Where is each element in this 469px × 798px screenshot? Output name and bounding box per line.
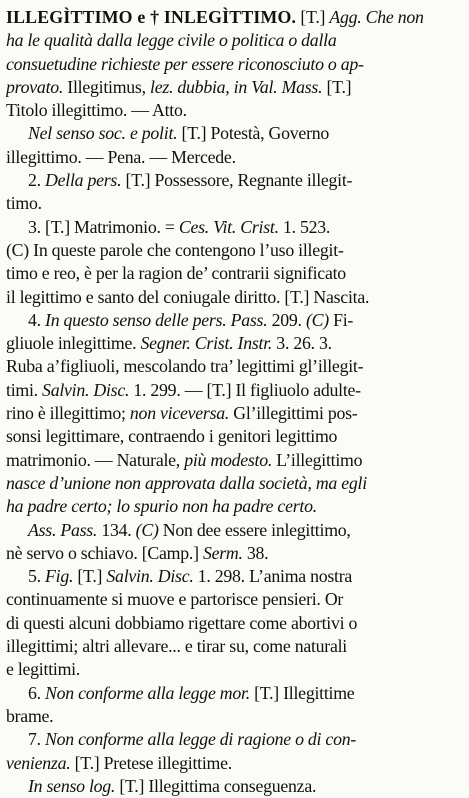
italic-text: più modesto.: [184, 449, 273, 470]
entry-line: [6, 76, 463, 99]
roman-text: Gl’illegittimi pos-: [229, 403, 358, 424]
entry-line: [6, 355, 463, 378]
roman-text: [T.]: [73, 566, 107, 587]
italic-text: In questo senso delle pers. Pass.: [45, 309, 268, 330]
italic-text: ha le qualità dalla legge civile o politica o dalla: [6, 30, 337, 51]
entry-line: [6, 612, 463, 635]
roman-text: 3. [T.] Matrimonio. =: [28, 216, 179, 237]
roman-text: (C) In queste parole che contengono l’uso illegit-: [6, 239, 344, 260]
entry-line: [6, 332, 463, 355]
entry-line: [6, 588, 463, 611]
roman-text: illegittimi; altri allevare... e tirar su, come naturali: [6, 636, 347, 657]
italic-text: Serm.: [202, 542, 243, 563]
italic-text: Ces. Vit. Crist.: [178, 216, 279, 237]
entry-line: [6, 6, 463, 29]
entry-line: [6, 682, 463, 705]
italic-text: (C): [305, 309, 329, 330]
italic-text: Segner. Crist. Instr.: [140, 333, 273, 354]
italic-text: venienza.: [6, 752, 71, 773]
entry-line: [6, 449, 463, 472]
entry-line: [6, 122, 463, 145]
italic-text: ha padre certo; lo spurio non ha padre certo.: [6, 496, 317, 517]
roman-text: il legittimo e santo del coniugale diritto. [T.] Nascita.: [6, 286, 370, 307]
italic-text: lez. dubbia, in Val. Mass.: [150, 76, 323, 97]
roman-text: continuamente si muove e partorisce pensieri. Or: [6, 589, 344, 610]
roman-text: [T.]: [296, 7, 330, 27]
italic-text: consuetudine richieste per essere riconosciuto o ap-: [6, 53, 364, 74]
entry-line: [6, 542, 463, 565]
roman-text: Titolo illegittimo. — Atto.: [6, 100, 187, 121]
entry-line: [6, 705, 463, 728]
entry-line: [6, 146, 463, 169]
roman-text: Fi-: [328, 309, 354, 330]
roman-text: matrimonio. — Naturale,: [6, 449, 185, 470]
entry-line: [6, 425, 463, 448]
roman-text: 209.: [267, 309, 306, 330]
entry-line: [6, 775, 463, 798]
roman-text: [T.]: [322, 76, 352, 97]
italic-text: nasce d’unione non approvata dalla società, ma egli: [6, 472, 367, 493]
roman-text: 1. 298. L’anima nostra: [193, 566, 353, 587]
entry-line: [6, 495, 463, 518]
roman-text: timi.: [6, 379, 43, 400]
italic-text: Salvin. Disc.: [42, 379, 130, 400]
roman-text: 7.: [28, 729, 46, 750]
roman-text: 3. 26. 3.: [272, 333, 332, 354]
entry-line: [6, 635, 463, 658]
italic-text: non viceversa.: [129, 403, 230, 424]
entry-line: [6, 402, 463, 425]
entry-line: [6, 472, 463, 495]
roman-text: 6.: [28, 682, 46, 703]
roman-text: Non dee essere inlegittimo,: [158, 519, 351, 540]
entry-line: [6, 99, 463, 122]
roman-text: nè servo o schiavo. [Camp.]: [6, 542, 203, 563]
entry-line: [6, 53, 463, 76]
roman-text: rino è illegittimo;: [6, 403, 130, 424]
entry-line: [6, 192, 463, 215]
entry-line: [6, 29, 463, 52]
roman-text: 134.: [97, 519, 136, 540]
italic-text: In senso log.: [28, 775, 116, 796]
entry-line: [6, 262, 463, 285]
roman-text: timo e reo, è per la ragion de’ contrarii significato: [6, 263, 346, 284]
entry-line: [6, 565, 463, 588]
roman-text: gliuole inlegittime.: [6, 333, 141, 354]
roman-text: illegittimo. — Pena. — Mercede.: [6, 146, 236, 167]
entry-line: [6, 379, 463, 402]
entry-line: [6, 239, 463, 262]
italic-text: Salvin. Disc.: [106, 566, 194, 587]
entry-line: [6, 519, 463, 542]
italic-text: Fig.: [45, 566, 74, 587]
roman-text: [T.] Illegittima conseguenza.: [115, 775, 317, 796]
roman-text: Illegitimus,: [63, 76, 150, 97]
roman-text: brame.: [6, 705, 54, 726]
roman-text: [T.] Possessore, Regnante illegit-: [121, 170, 353, 191]
roman-text: [T.] Potestà, Governo: [177, 123, 330, 144]
roman-text: 5.: [28, 566, 46, 587]
entry-line: [6, 216, 463, 239]
roman-text: timo.: [6, 193, 42, 214]
roman-text: [T.] Illegittime: [249, 682, 355, 703]
roman-text: di questi alcuni dobbiamo rigettare come abortivi o: [6, 612, 358, 633]
italic-text: (C): [135, 519, 159, 540]
italic-text: provato.: [6, 76, 64, 97]
dictionary-entry: [6, 6, 463, 798]
roman-text: 4.: [28, 309, 46, 330]
entry-line: [6, 286, 463, 309]
italic-text: Non conforme alla legge mor.: [45, 682, 250, 703]
roman-text: L’illegittimo: [272, 449, 363, 470]
italic-text: Della pers.: [45, 170, 122, 191]
entry-line: [6, 309, 463, 332]
roman-text: 1. 299. — [T.] Il figliuolo adulte-: [129, 379, 361, 400]
roman-text: sonsi legittimare, contraendo i genitori legittimo: [6, 426, 338, 447]
roman-text: 2.: [28, 170, 46, 191]
entry-line: [6, 728, 463, 751]
entry-line: [6, 169, 463, 192]
entry-line: [6, 658, 463, 681]
italic-text: Non conforme alla legge di ragione o di con-: [45, 729, 357, 750]
roman-text: 1. 523.: [278, 216, 331, 237]
roman-text: [T.] Pretese illegittime.: [70, 752, 232, 773]
roman-text: Ruba a’figliuoli, mescolando tra’ legittimi gl’illegit-: [6, 356, 364, 377]
roman-text: 38.: [242, 542, 269, 563]
italic-text: Nel senso soc. e polit.: [28, 123, 178, 144]
entry-line: [6, 752, 463, 775]
italic-text: Agg. Che non: [329, 7, 424, 27]
italic-text: Ass. Pass.: [28, 519, 98, 540]
roman-text: e legittimi.: [6, 659, 81, 680]
entry-headword: ILLEGÌTTIMO e † INLEGÌTTIMO.: [6, 7, 297, 27]
